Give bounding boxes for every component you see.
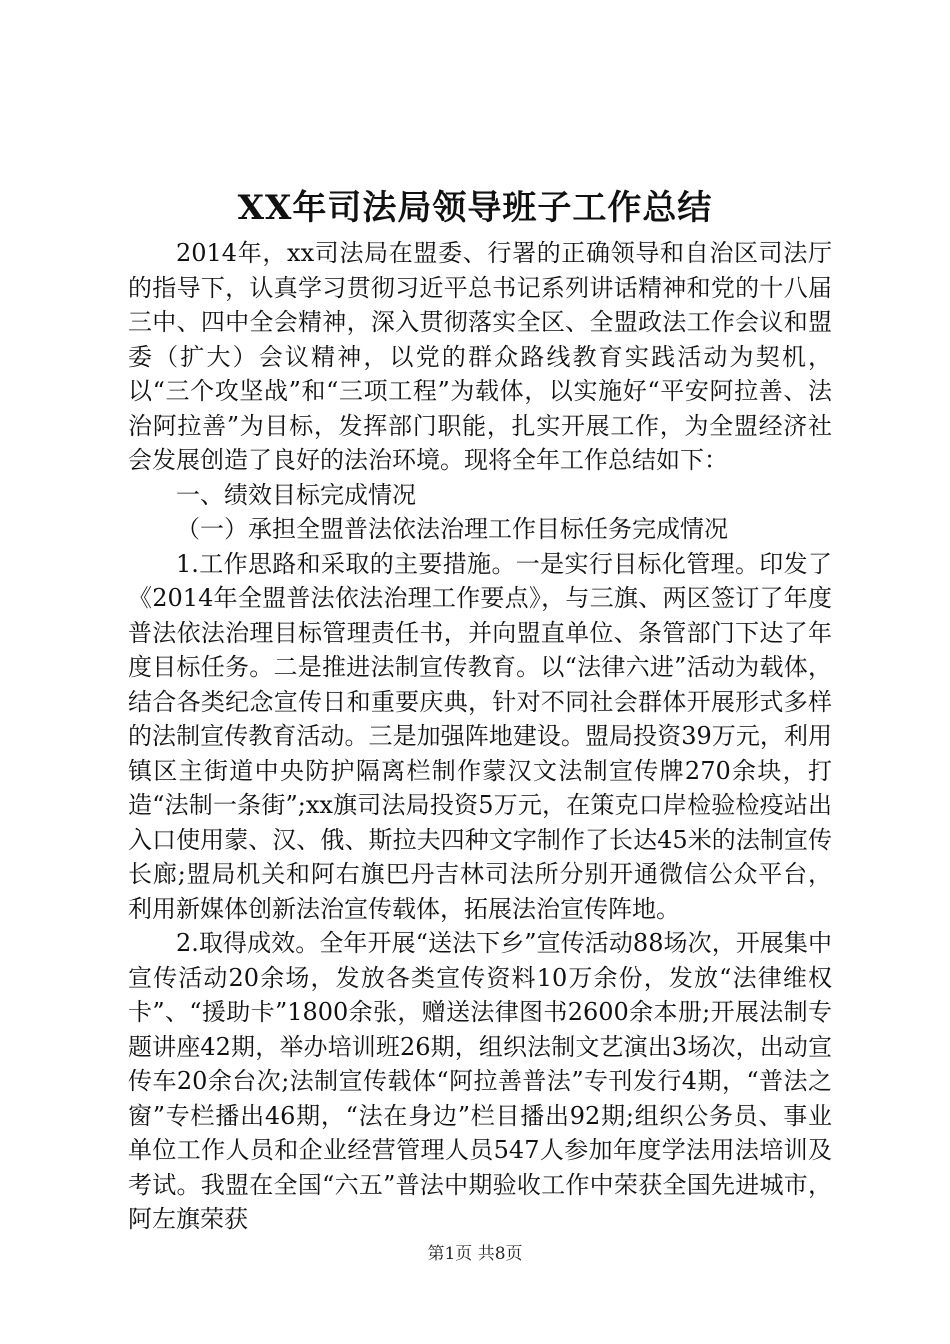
intro-paragraph: 2014年，xx司法局在盟委、行署的正确领导和自治区司法厅的指导下，认真学习贯彻习近平总书记系列讲话精神和党的十八届三中、四中全会精神，深入贯彻落实全区、全盟政法工作会议和盟委（扩大）会议精神，以党的群众路线教育实践活动为契机，以“三个攻坚战”和“三项工程”为载体，以实施好“平安阿拉善、法治阿拉善”为目标，发挥部门职能，扎实开展工作，为全盟经济社会发展创造了良好的法治环境。现将全年工作总结如下： (128, 239, 832, 474)
document-title: XX年司法局领导班子工作总结 (237, 188, 713, 228)
subsection-heading: （一）承担全盟普法依法治理工作目标任务完成情况 (176, 515, 728, 543)
section-heading: 一、绩效目标完成情况 (176, 480, 416, 509)
results-paragraph: 2.取得成效。全年开展“送法下乡”宣传活动88场次，开展集中宣传活动20余场，发放各类宣传资料10万余份，发放“法律维权卡”、“援助卡”1800余张，赠送法律图书2600余本册;开展法制专题讲座42期，举办培训班26期，组织法制文艺演出3场次，出动宣传车20余台次;法制宣传载体“阿拉善普法”专刊发行4期，“普法之窗”专栏播出46期，“法在身边”栏目播出92期;组织公务员、事业单位工作人员和企业经营管理人员547人参加年度学法用法培训及考试。我盟在全国“六五”普法中期验收工作中荣获全国先进城市，阿左旗荣获 (128, 929, 832, 1233)
document-body (128, 236, 832, 1237)
measures-paragraph: 1.工作思路和采取的主要措施。一是实行目标化管理。印发了《2014年全盟普法依法治理工作要点》，与三旗、两区签订了年度普法依法治理目标管理责任书，并向盟直单位、条管部门下达了年度目标任务。二是推进法制宣传教育。以“法律六进”活动为载体，结合各类纪念宣传日和重要庆典，针对不同社会群体开展形式多样的法制宣传教育活动。三是加强阵地建设。盟局投资39万元，利用镇区主街道中央防护隔离栏制作蒙汉文法制宣传牌270余块，打造“法制一条街”;xx旗司法局投资5万元，在策克口岸检验检疫站出入口使用蒙、汉、俄、斯拉夫四种文字制作了长达45米的法制宣传长廊;盟局机关和阿右旗巴丹吉林司法所分别开通微信公众平台，利用新媒体创新法治宣传载体，拓展法治宣传阵地。 (128, 549, 832, 923)
page-number-footer: 第1页 共8页 (427, 1244, 523, 1264)
